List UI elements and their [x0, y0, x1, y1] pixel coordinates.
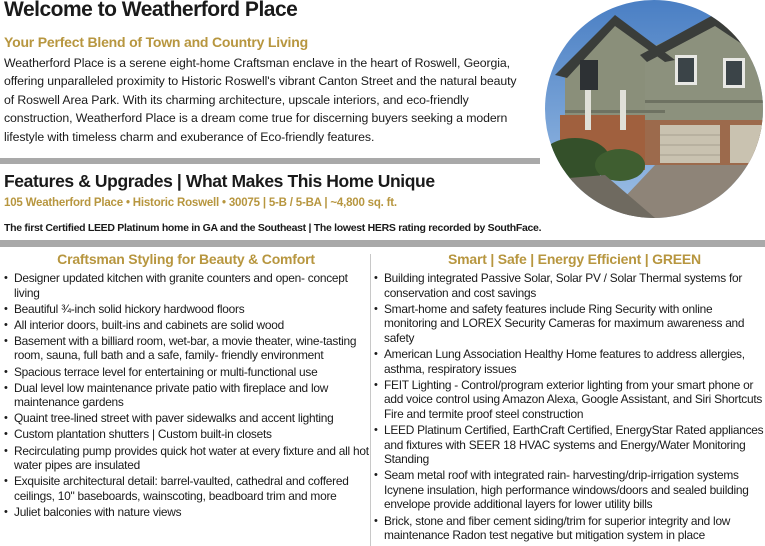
list-item: • LEED Platinum Certified, EarthCraft Certified, EnergyStar Rated appliances and fixtures with SEER 18 HVAC systems and Energy/Water Monitoring Standing — [370, 423, 765, 467]
list-item: • American Lung Association Healthy Home features to address allergies, asthma, respiratory issues — [370, 347, 765, 376]
intro-paragraph: Weatherford Place is a serene eight-home Craftsman enclave in the heart of Roswell, Georgia, offering unparalleled proximity to Historic Roswell's vibrant Canton Street and the natural beauty of Roswell Area Park. With its charming architecture, upscale interiors, and eco-friendly construction, Weatherford Place is a dream come true for discerning buyers seeking a modern lifestyle with timeless charm and exuberance of Eco-friendly features. — [4, 56, 517, 144]
house-photo — [545, 0, 763, 218]
list-item: • Recirculating pump provides quick hot water at every fixture and all hot water pipes are insulated — [0, 444, 372, 473]
list-item: • Dual level low maintenance private patio with fireplace and low maintenance gardens — [0, 381, 372, 410]
list-item: • Smart-home and safety features include Ring Security with online monitoring and LOREX Security Cameras for maximum awareness and safety — [370, 302, 765, 346]
craftsman-feature-list — [0, 271, 372, 520]
list-item: • Custom plantation shutters | Custom built-in closets — [0, 427, 372, 442]
list-item: • Beautiful ¾-inch solid hickory hardwood floors — [0, 302, 372, 317]
certification-line: The first Certified LEED Platinum home in GA and the Southeast | The lowest HERS rating recorded by SouthFace. — [4, 222, 542, 234]
section-divider-bar-2 — [0, 240, 765, 247]
list-item: • Basement with a billiard room, wet-bar, a movie theater, wine-tasting room, sauna, full bath and a safe, family- friendly environment — [0, 334, 372, 363]
list-item: • Exquisite architectural detail: barrel-vaulted, cathedral and coffered ceilings, 10" baseboards, wainscoting, beadboard trim and more — [0, 474, 372, 503]
page-subtitle: Your Perfect Blend of Town and Country Living — [4, 34, 308, 50]
list-item: • Spacious terrace level for entertaining or multi-functional use — [0, 365, 372, 380]
list-item: • Brick, stone and fiber cement siding/trim for superior integrity and low maintenance Radon test negative but mitigation system in place — [370, 514, 765, 543]
list-item: • FEIT Lighting - Control/program exterior lighting from your smart phone or add voice control using Amazon Alexa, Google Assistant, and Siri Shortcuts Fire and termite proof steel construction — [370, 378, 765, 422]
craftsman-column — [0, 251, 372, 521]
list-item: • All interior doors, built-ins and cabinets are solid wood — [0, 318, 372, 333]
list-item: • Juliet balconies with nature views — [0, 505, 372, 520]
green-column — [370, 251, 765, 544]
property-address-line: 105 Weatherford Place • Historic Roswell • 30075 | 5-B / 5-BA | ~4,800 sq. ft. — [4, 197, 397, 209]
craftsman-heading: Craftsman Styling for Beauty & Comfort — [57, 251, 315, 267]
green-heading: Smart | Safe | Energy Efficient | GREEN — [448, 251, 701, 267]
house-photo-image — [545, 0, 763, 218]
list-item: • Building integrated Passive Solar, Solar PV / Solar Thermal systems for conservation and cost savings — [370, 271, 765, 300]
page-title: Welcome to Weatherford Place — [4, 0, 298, 21]
list-item: • Seam metal roof with integrated rain- harvesting/drip-irrigation systems Icynene insulation, high performance windows/doors and sealed building envelope provide additional layers for lower utility bills — [370, 468, 765, 512]
list-item: • Quaint tree-lined street with paver sidewalks and accent lighting — [0, 411, 372, 426]
list-item: • Designer updated kitchen with granite counters and open- concept living — [0, 271, 372, 300]
section-divider-bar — [0, 158, 540, 164]
features-title: Features & Upgrades | What Makes This Home Unique — [4, 171, 435, 191]
green-feature-list — [370, 271, 765, 543]
